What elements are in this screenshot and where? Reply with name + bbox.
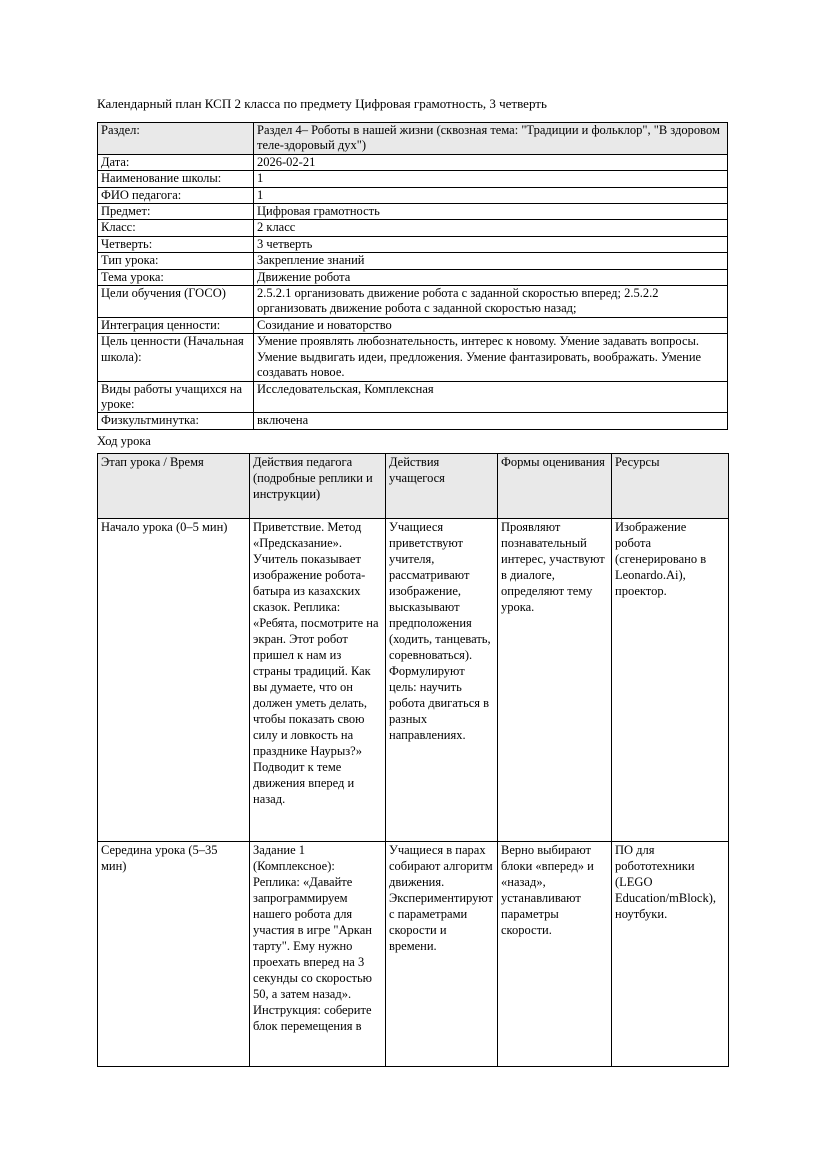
stage-cell: Начало урока (0–5 мин) bbox=[98, 518, 250, 841]
info-label: ФИО педагога: bbox=[98, 187, 254, 203]
info-label: Виды работы учащихся на уроке: bbox=[98, 381, 254, 413]
info-value: 2026-02-21 bbox=[254, 154, 728, 170]
info-value: Раздел 4– Роботы в нашей жизни (сквозная тема: "Традиции и фольклор", "В здоровом теле-здоровый дух") bbox=[254, 123, 728, 155]
info-row bbox=[98, 171, 728, 187]
info-label: Предмет: bbox=[98, 204, 254, 220]
lesson-table-header-row bbox=[98, 453, 729, 518]
lesson-stage-row bbox=[98, 841, 729, 1066]
resources-cell: ПО для робототехники (LEGO Education/mBlock), ноутбуки. bbox=[612, 841, 729, 1066]
info-value: 1 bbox=[254, 187, 728, 203]
info-value: Закрепление знаний bbox=[254, 253, 728, 269]
teacher-actions-cell: Приветствие. Метод «Предсказание». Учитель показывает изображение робота-батыра из казахских сказок. Реплика: «Ребята, посмотрите на экран. Этот робот пришел к нам из страны традиций. Как вы думаете, что он должен уметь делать, чтобы показать свою силу и ловкость на празднике Наурыз?» Подводит к теме движения вперед и назад. bbox=[250, 518, 386, 841]
header-student-actions: Действия учащегося bbox=[386, 453, 498, 518]
lesson-stage-row bbox=[98, 518, 729, 841]
info-value: Созидание и новаторство bbox=[254, 317, 728, 333]
info-label: Класс: bbox=[98, 220, 254, 236]
info-value: Движение робота bbox=[254, 269, 728, 285]
info-row bbox=[98, 334, 728, 381]
info-row bbox=[98, 317, 728, 333]
teacher-actions-cell: Задание 1 (Комплексное): Реплика: «Давайте запрограммируем нашего робота для участия в игре "Аркан тарту". Ему нужно проехать вперед на 3 секунды со скоростью 50, а затем назад». Инструкция: соберите блок перемещения в bbox=[250, 841, 386, 1066]
info-label: Цели обучения (ГОСО) bbox=[98, 286, 254, 318]
info-label: Четверть: bbox=[98, 236, 254, 252]
assessment-cell: Верно выбирают блоки «вперед» и «назад», устанавливают параметры скорости. bbox=[498, 841, 612, 1066]
info-row bbox=[98, 236, 728, 252]
resources-cell: Изображение робота (сгенерировано в Leonardo.Ai), проектор. bbox=[612, 518, 729, 841]
section-heading: Ход урока bbox=[97, 433, 151, 448]
info-row bbox=[98, 204, 728, 220]
document-title: Календарный план КСП 2 класса по предмету Цифровая грамотность, 3 четверть bbox=[97, 96, 547, 111]
header-stage: Этап урока / Время bbox=[98, 453, 250, 518]
info-value: включена bbox=[254, 413, 728, 429]
stage-cell: Середина урока (5–35 мин) bbox=[98, 841, 250, 1066]
lesson-info-table bbox=[97, 122, 728, 430]
info-label: Интеграция ценности: bbox=[98, 317, 254, 333]
info-row bbox=[98, 253, 728, 269]
info-row bbox=[98, 381, 728, 413]
info-label: Наименование школы: bbox=[98, 171, 254, 187]
info-row bbox=[98, 269, 728, 285]
info-value: Цифровая грамотность bbox=[254, 204, 728, 220]
lesson-stages-table bbox=[97, 453, 729, 1067]
info-row bbox=[98, 286, 728, 318]
student-actions-cell: Учащиеся приветствуют учителя, рассматривают изображение, высказывают предположения (ходить, танцевать, соревноваться). Формулируют цель: научить робота двигаться в разных направлениях. bbox=[386, 518, 498, 841]
info-label: Физкультминутка: bbox=[98, 413, 254, 429]
info-value: 1 bbox=[254, 171, 728, 187]
info-label: Раздел: bbox=[98, 123, 254, 155]
info-label: Тип урока: bbox=[98, 253, 254, 269]
info-value: Умение проявлять любознательность, интерес к новому. Умение задавать вопросы. Умение выдвигать идеи, предложения. Умение фантазировать, воображать. Умение создавать новое. bbox=[254, 334, 728, 381]
info-label: Дата: bbox=[98, 154, 254, 170]
header-teacher-actions: Действия педагога (подробные реплики и инструкции) bbox=[250, 453, 386, 518]
info-row bbox=[98, 154, 728, 170]
info-value: 2 класс bbox=[254, 220, 728, 236]
student-actions-cell: Учащиеся в парах собирают алгоритм движения. Экспериментируют с параметрами скорости и времени. bbox=[386, 841, 498, 1066]
info-row bbox=[98, 220, 728, 236]
info-label: Тема урока: bbox=[98, 269, 254, 285]
info-label: Цель ценности (Начальная школа): bbox=[98, 334, 254, 381]
header-assessment: Формы оценивания bbox=[498, 453, 612, 518]
info-row bbox=[98, 123, 728, 155]
info-row bbox=[98, 187, 728, 203]
info-value: 3 четверть bbox=[254, 236, 728, 252]
assessment-cell: Проявляют познавательный интерес, участвуют в диалоге, определяют тему урока. bbox=[498, 518, 612, 841]
header-resources: Ресурсы bbox=[612, 453, 729, 518]
info-row bbox=[98, 413, 728, 429]
info-value: 2.5.2.1 организовать движение робота с заданной скоростью вперед; 2.5.2.2 организовать движение робота с заданной скоростью назад; bbox=[254, 286, 728, 318]
info-value: Исследовательская, Комплексная bbox=[254, 381, 728, 413]
